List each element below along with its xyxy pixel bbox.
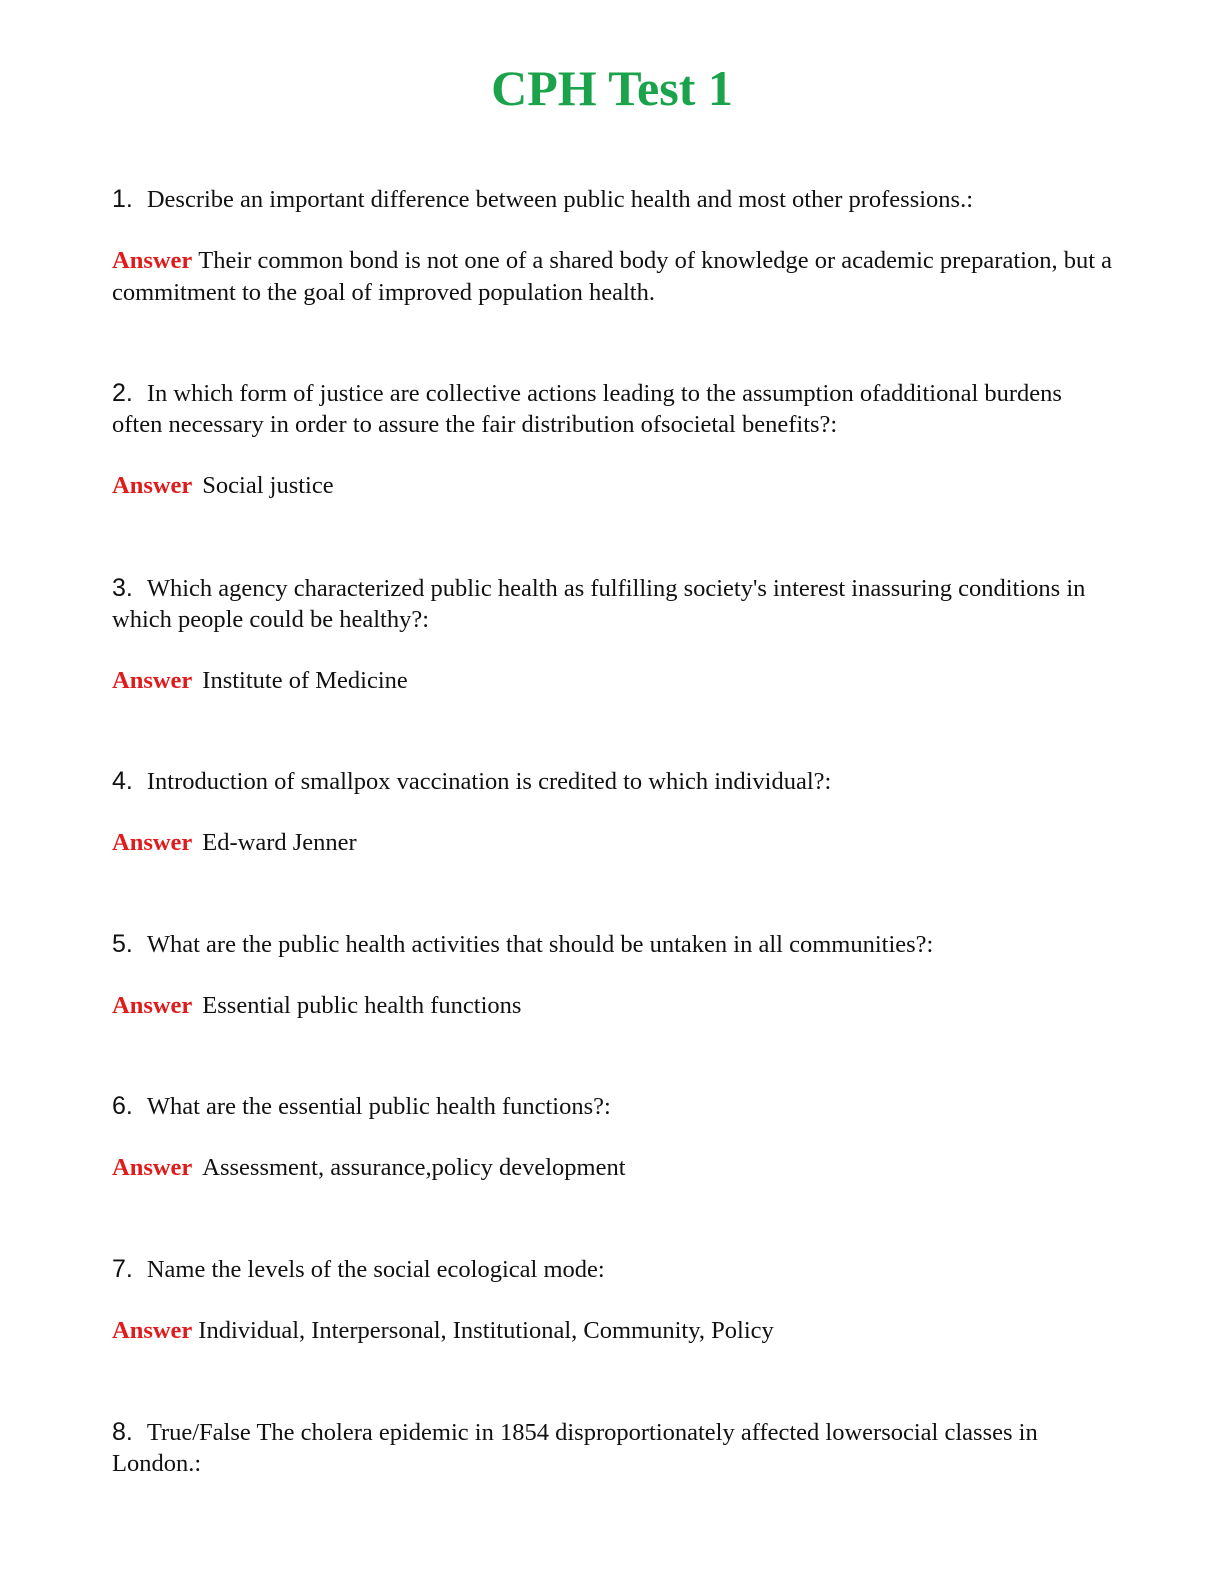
answer-3	[112, 665, 1112, 697]
question-3	[112, 573, 1112, 635]
question-4	[112, 766, 1112, 797]
answer-1	[112, 245, 1112, 309]
answer-text: Social justice	[202, 472, 334, 499]
answer-text: Institute of Medicine	[202, 667, 408, 694]
question-number: 7.	[112, 1255, 133, 1283]
question-5	[112, 929, 1112, 960]
question-8	[112, 1417, 1112, 1479]
answer-label: Answer	[112, 472, 193, 499]
qa-item-6	[112, 1091, 1112, 1184]
answer-text: Essential public health functions	[202, 992, 522, 1019]
qa-item-2	[112, 378, 1112, 502]
question-number: 4.	[112, 767, 133, 795]
page-title: CPH Test 1	[491, 60, 733, 116]
question-number: 2.	[112, 379, 133, 407]
answer-text: Their common bond is not one of a shared body of knowledge or academic preparation, but a commitment to the goal of improved population health.	[112, 247, 1112, 306]
question-number: 8.	[112, 1418, 133, 1446]
question-7	[112, 1254, 1112, 1285]
question-text: In which form of justice are collective actions leading to the assumption ofadditional burdens often necessary in order to assure the fair distribution ofsocietal benefits?:	[112, 380, 1062, 438]
answer-text: Ed-ward Jenner	[202, 829, 357, 856]
answer-5	[112, 990, 1112, 1022]
answer-label: Answer	[112, 992, 193, 1019]
question-text: Name the levels of the social ecological mode:	[146, 1256, 605, 1283]
answer-label: Answer	[112, 1154, 193, 1181]
question-2	[112, 378, 1112, 440]
answer-2	[112, 470, 1112, 502]
question-number: 5.	[112, 930, 133, 958]
question-text: True/False The cholera epidemic in 1854 disproportionately affected lowersocial classes in London.:	[112, 1419, 1038, 1477]
question-number: 1.	[112, 185, 133, 213]
answer-label: Answer	[112, 1317, 193, 1344]
answer-7	[112, 1315, 1112, 1347]
qa-item-5	[112, 929, 1112, 1022]
question-text: Which agency characterized public health as fulfilling society's interest inassuring conditions in which people could be healthy?:	[112, 575, 1086, 633]
answer-label: Answer	[112, 247, 193, 274]
qa-item-8	[112, 1417, 1112, 1479]
qa-item-7	[112, 1254, 1112, 1347]
answer-text: Individual, Interpersonal, Institutional, Community, Policy	[198, 1317, 774, 1344]
question-number: 3.	[112, 574, 133, 602]
question-text: What are the essential public health functions?:	[146, 1093, 611, 1120]
question-text: What are the public health activities that should be untaken in all communities?:	[146, 931, 934, 958]
qa-item-4	[112, 766, 1112, 859]
question-1	[112, 184, 1112, 215]
qa-item-3	[112, 573, 1112, 697]
answer-text: Assessment, assurance,policy development	[202, 1154, 626, 1181]
answer-label: Answer	[112, 667, 193, 694]
question-text: Introduction of smallpox vaccination is credited to which individual?:	[146, 768, 832, 795]
answer-4	[112, 827, 1112, 859]
qa-item-1	[112, 184, 1112, 309]
answer-label: Answer	[112, 829, 193, 856]
answer-6	[112, 1152, 1112, 1184]
question-number: 6.	[112, 1092, 133, 1120]
question-6	[112, 1091, 1112, 1122]
question-text: Describe an important difference between public health and most other professions.:	[146, 186, 974, 213]
